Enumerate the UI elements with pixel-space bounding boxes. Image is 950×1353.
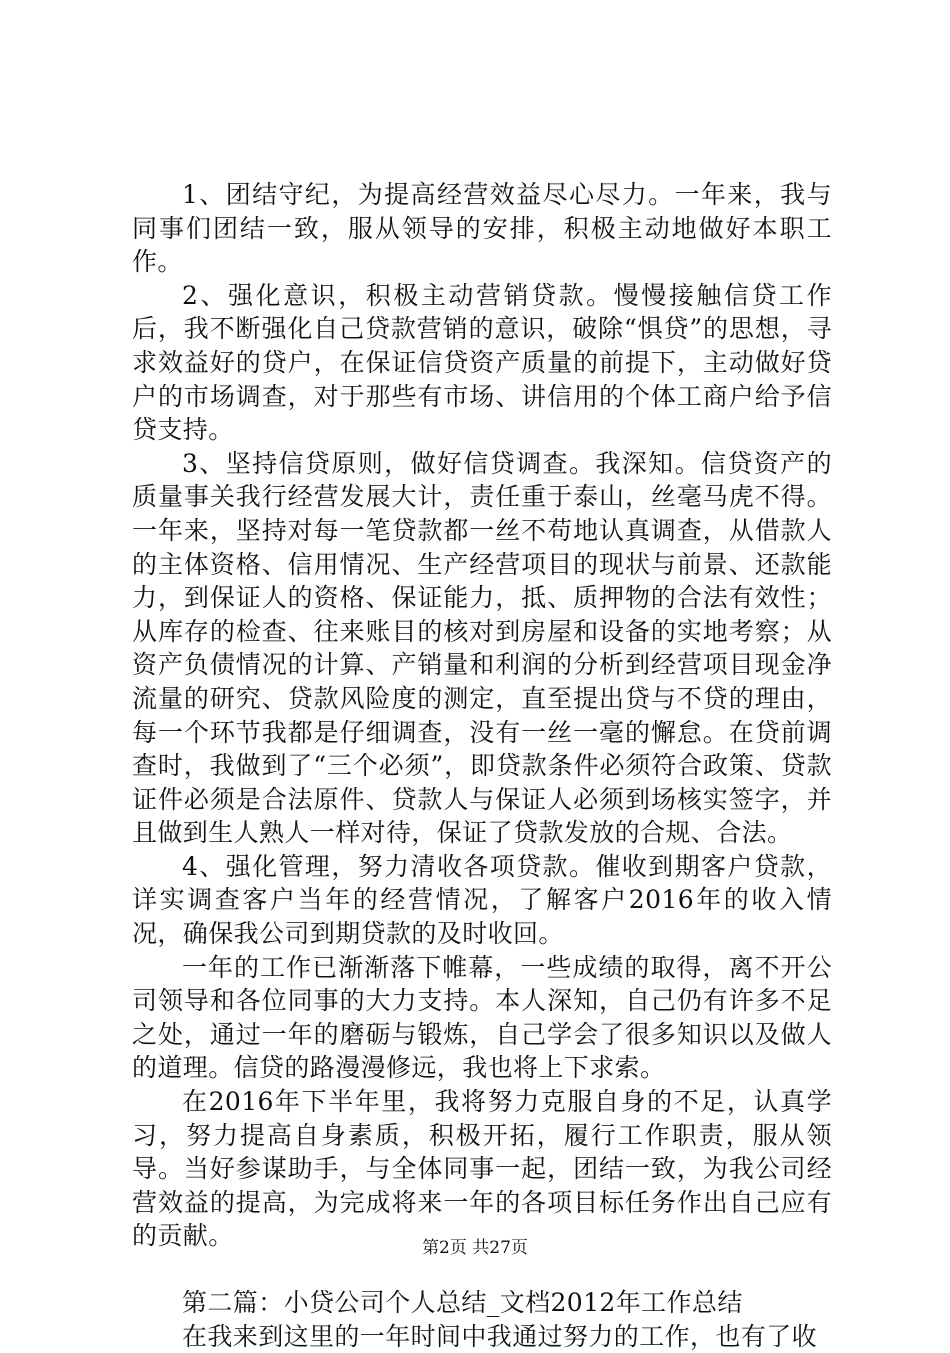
- section-first-line: 在我来到这里的一年时间中我通过努力的工作，也有了收: [182, 1321, 818, 1351]
- section-two: [132, 1286, 832, 1353]
- paragraph-3: 3、坚持信贷原则，做好信贷调查。我深知。信贷资产的质量事关我行经营发展大计，责任重于泰山，丝毫马虎不得。一年来，坚持对每一笔贷款都一丝不苟地认真调查，从借款人的主体资格、信用情况、生产经营项目的现状与前景、还款能力，到保证人的资格、保证能力，抵、质押物的合法有效性；从库存的检查、往来账目的核对到房屋和设备的实地考察；从资产负债情况的计算、产销量和利润的分析到经营项目现金净流量的研究、贷款风险度的测定，直至提出贷与不贷的理由，每一个环节我都是仔细调查，没有一丝一毫的懈怠。在贷前调查时，我做到了“三个必须”，即贷款条件必须符合政策、贷款证件必须是合法原件、贷款人与保证人必须到场核实签字，并且做到生人熟人一样对待，保证了贷款发放的合规、合法。: [132, 448, 832, 848]
- paragraph-6: 在2016年下半年里，我将努力克服自身的不足，认真学习，努力提高自身素质，积极开拓，履行工作职责，服从领导。当好参谋助手，与全体同事一起，团结一致，为我公司经营效益的提高，为完成将来一年的各项目标任务作出自己应有的贡献。: [132, 1087, 832, 1251]
- page-footer: 第2页 共27页: [422, 1238, 528, 1258]
- document-body: [132, 178, 832, 1353]
- paragraph-2: 2、强化意识，积极主动营销贷款。慢慢接触信贷工作后，我不断强化自己贷款营销的意识，破除“惧贷”的思想，寻求效益好的贷户，在保证信贷资产质量的前提下，主动做好贷户的市场调查，对于那些有市场、讲信用的个体工商户给予信贷支持。: [132, 280, 832, 445]
- paragraph-4: 4、强化管理，努力清收各项贷款。催收到期客户贷款，详实调查客户当年的经营情况，了解客户2016年的收入情况，确保我公司到期贷款的及时收回。: [132, 851, 832, 949]
- paragraph-1: 1、团结守纪，为提高经营效益尽心尽力。一年来，我与同事们团结一致，服从领导的安排，积极主动地做好本职工作。: [132, 180, 832, 277]
- section-heading: 第二篇：小贷公司个人总结_文档2012年工作总结: [182, 1288, 743, 1317]
- paragraph-5: 一年的工作已渐渐落下帷幕，一些成绩的取得，离不开公司领导和各位同事的大力支持。本人深知，自己仍有许多不足之处，通过一年的磨砺与锻炼，自己学会了很多知识以及做人的道理。信贷的路漫漫修远，我也将上下求索。: [132, 952, 832, 1083]
